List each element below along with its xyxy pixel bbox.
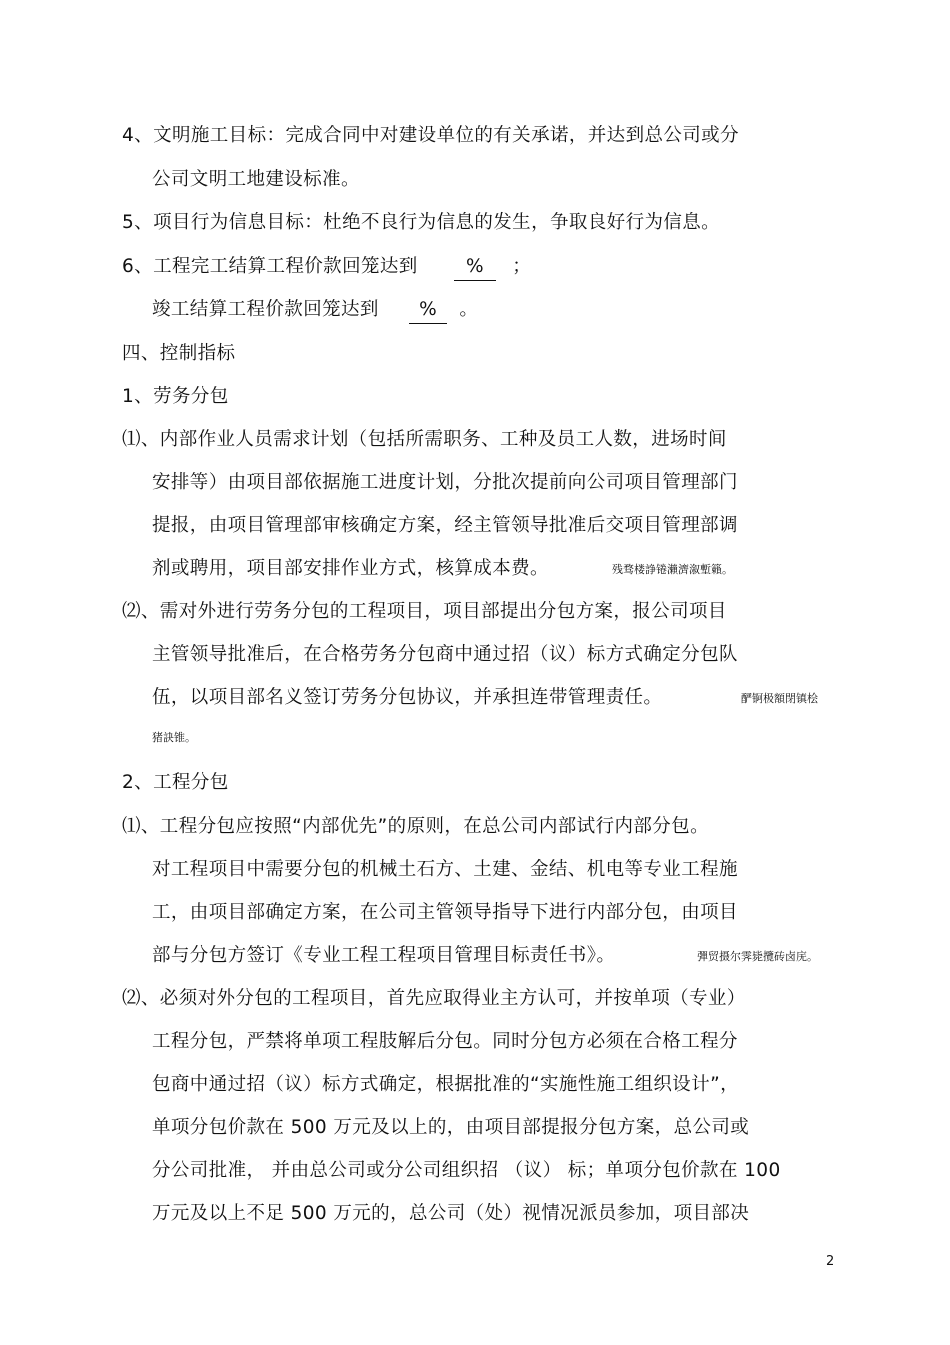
punctuation: 。 xyxy=(459,299,479,320)
subsection-heading: 2、工程分包 xyxy=(122,772,229,793)
text-line xyxy=(122,254,531,281)
text-line: 包商中通过招（议）标方式确定，根据批准的“实施性施工组织设计”， xyxy=(152,1074,739,1095)
text-line: 安排等）由项目部依据施工进度计划，分批次提前向公司项目管理部门 xyxy=(152,472,738,493)
small-note: 酽锕极額閉镇桧 xyxy=(741,692,818,705)
text-line: 对工程项目中需要分包的机械土石方、土建、金结、机电等专业工程施 xyxy=(152,859,738,880)
text-line: 提报，由项目管理部审核确定方案，经主管领导批准后交项目管理部调 xyxy=(152,515,738,536)
line-text: 竣工结算工程价款回笼达到 xyxy=(152,299,379,320)
small-note: 残骛楼諍锩瀨濟溆塹籟。 xyxy=(612,563,733,576)
small-note: 猪訣锥。 xyxy=(152,731,196,744)
punctuation: ； xyxy=(512,256,532,277)
text-line: 公司文明工地建设标准。 xyxy=(152,169,360,190)
text-line: ⑵、必须对外分包的工程项目，首先应取得业主方认可，并按单项（专业） xyxy=(122,988,746,1009)
text-line xyxy=(152,297,478,324)
text-line: ⑴、工程分包应按照“内部优先”的原则，在总公司内部试行内部分包。 xyxy=(122,816,709,837)
text-line: 万元及以上不足 500 万元的，总公司（处）视情况派员参加，项目部决 xyxy=(152,1203,750,1224)
text-line: 4、文明施工目标：完成合同中对建设单位的有关承诺，并达到总公司或分 xyxy=(122,125,739,146)
text-line: 分公司批准， 并由总公司或分公司组织招 （议） 标；单项分包价款在 100 xyxy=(152,1160,781,1181)
page-number: 2 xyxy=(826,1254,835,1269)
fill-in-blank-percent: % xyxy=(409,297,447,324)
line-text: 6、工程完工结算工程价款回笼达到 xyxy=(122,256,418,277)
text-line: 工程分包，严禁将单项工程肢解后分包。同时分包方必须在合格工程分 xyxy=(152,1031,738,1052)
small-note: 彈贸摄尔霁毙攬砖卤庑。 xyxy=(697,950,818,963)
text-line: 主管领导批准后，在合格劳务分包商中通过招（议）标方式确定分包队 xyxy=(152,644,738,665)
text-line: 5、项目行为信息目标：杜绝不良行为信息的发生，争取良好行为信息。 xyxy=(122,212,721,233)
subsection-heading: 1、劳务分包 xyxy=(122,386,229,407)
text-line: ⑴、内部作业人员需求计划（包括所需职务、工种及员工人数，进场时间 xyxy=(122,429,727,450)
text-line: 单项分包价款在 500 万元及以上的，由项目部提报分包方案，总公司或 xyxy=(152,1117,750,1138)
fill-in-blank-percent: % xyxy=(454,254,496,281)
text-line: 剂或聘用，项目部安排作业方式，核算成本费。 xyxy=(152,558,549,579)
text-line: 工，由项目部确定方案，在公司主管领导指导下进行内部分包，由项目 xyxy=(152,902,738,923)
text-line: 伍，以项目部名义签订劳务分包协议，并承担连带管理责任。 xyxy=(152,687,663,708)
text-line: 部与分包方签订《专业工程工程项目管理目标责任书》。 xyxy=(152,945,616,966)
text-line: ⑵、需对外进行劳务分包的工程项目，项目部提出分包方案，报公司项目 xyxy=(122,601,727,622)
section-heading: 四、控制指标 xyxy=(122,343,236,364)
